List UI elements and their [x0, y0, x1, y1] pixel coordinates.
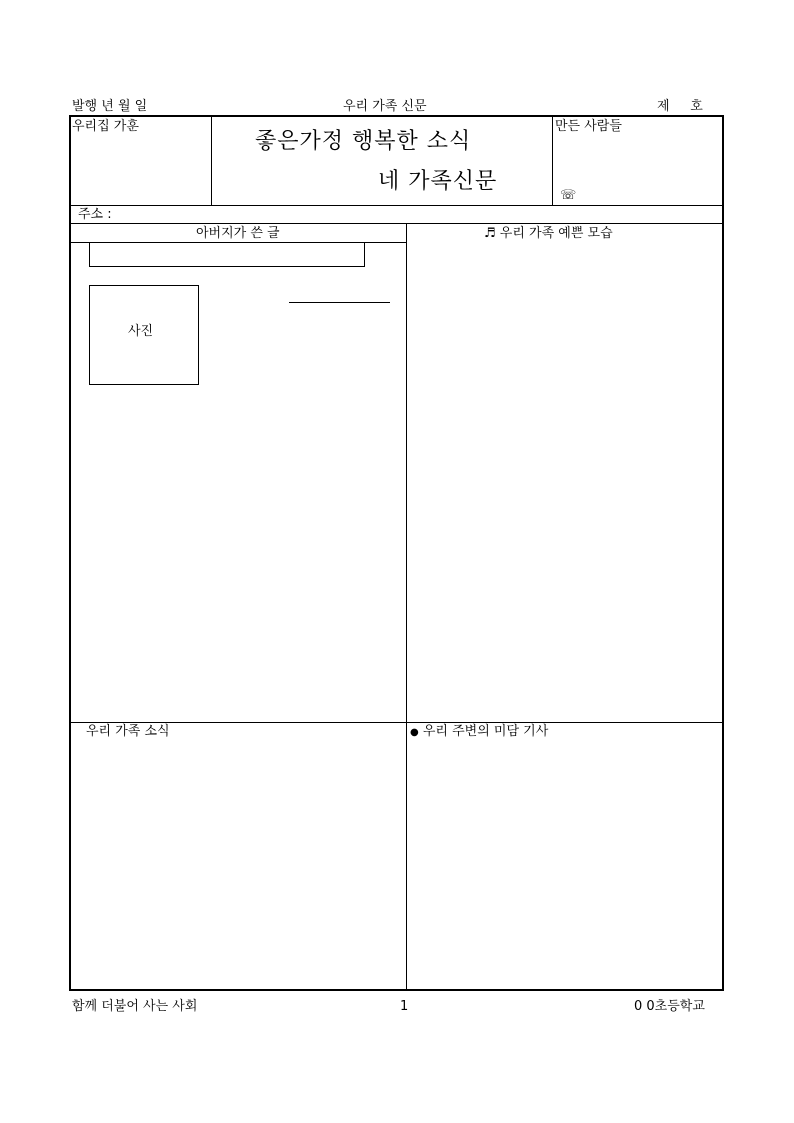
bullet-icon: ●: [410, 727, 419, 738]
footer-slogan: 함께 더불어 사는 사회: [72, 999, 198, 1014]
masthead-divider-left: [211, 116, 212, 205]
family-motto-label: 우리집 가훈: [72, 119, 139, 134]
masthead-bottom-line: [70, 205, 723, 206]
good-deeds-heading: [410, 724, 548, 741]
issue-date: 발행 년 월 일: [72, 99, 148, 114]
father-writing-headline-box: [89, 242, 365, 267]
title-line-2: 네 가족신문: [378, 169, 498, 194]
good-deeds-title: 우리 주변의 미담 기사: [422, 724, 549, 739]
family-news-title: 우리 가족 소식: [86, 724, 170, 739]
paper-label: 우리 가족 신문: [343, 99, 427, 114]
music-note-icon: ♬: [484, 226, 496, 241]
address-bottom-line: [70, 223, 723, 224]
pretty-family-title: 우리 가족 예쁜 모습: [499, 226, 613, 241]
masthead-divider-right: [552, 116, 553, 205]
address-label: 주소 :: [78, 207, 112, 222]
photo-box: [89, 285, 199, 385]
lower-section-line: [70, 722, 723, 723]
column-divider: [406, 224, 407, 990]
makers-label: 만든 사람들: [555, 119, 622, 134]
phone-icon: ☏: [560, 188, 577, 203]
father-writing-title: 아버지가 쓴 글: [196, 226, 280, 241]
issue-number: 제 호: [657, 99, 703, 114]
title-line-1: 좋은가정 행복한 소식: [255, 129, 472, 154]
page-number: 1: [400, 999, 409, 1014]
father-writing-signature-line: [289, 302, 390, 303]
photo-label: 사진: [128, 324, 154, 339]
pretty-family-heading: [484, 226, 613, 242]
school-name: 0 0초등학교: [634, 999, 705, 1014]
